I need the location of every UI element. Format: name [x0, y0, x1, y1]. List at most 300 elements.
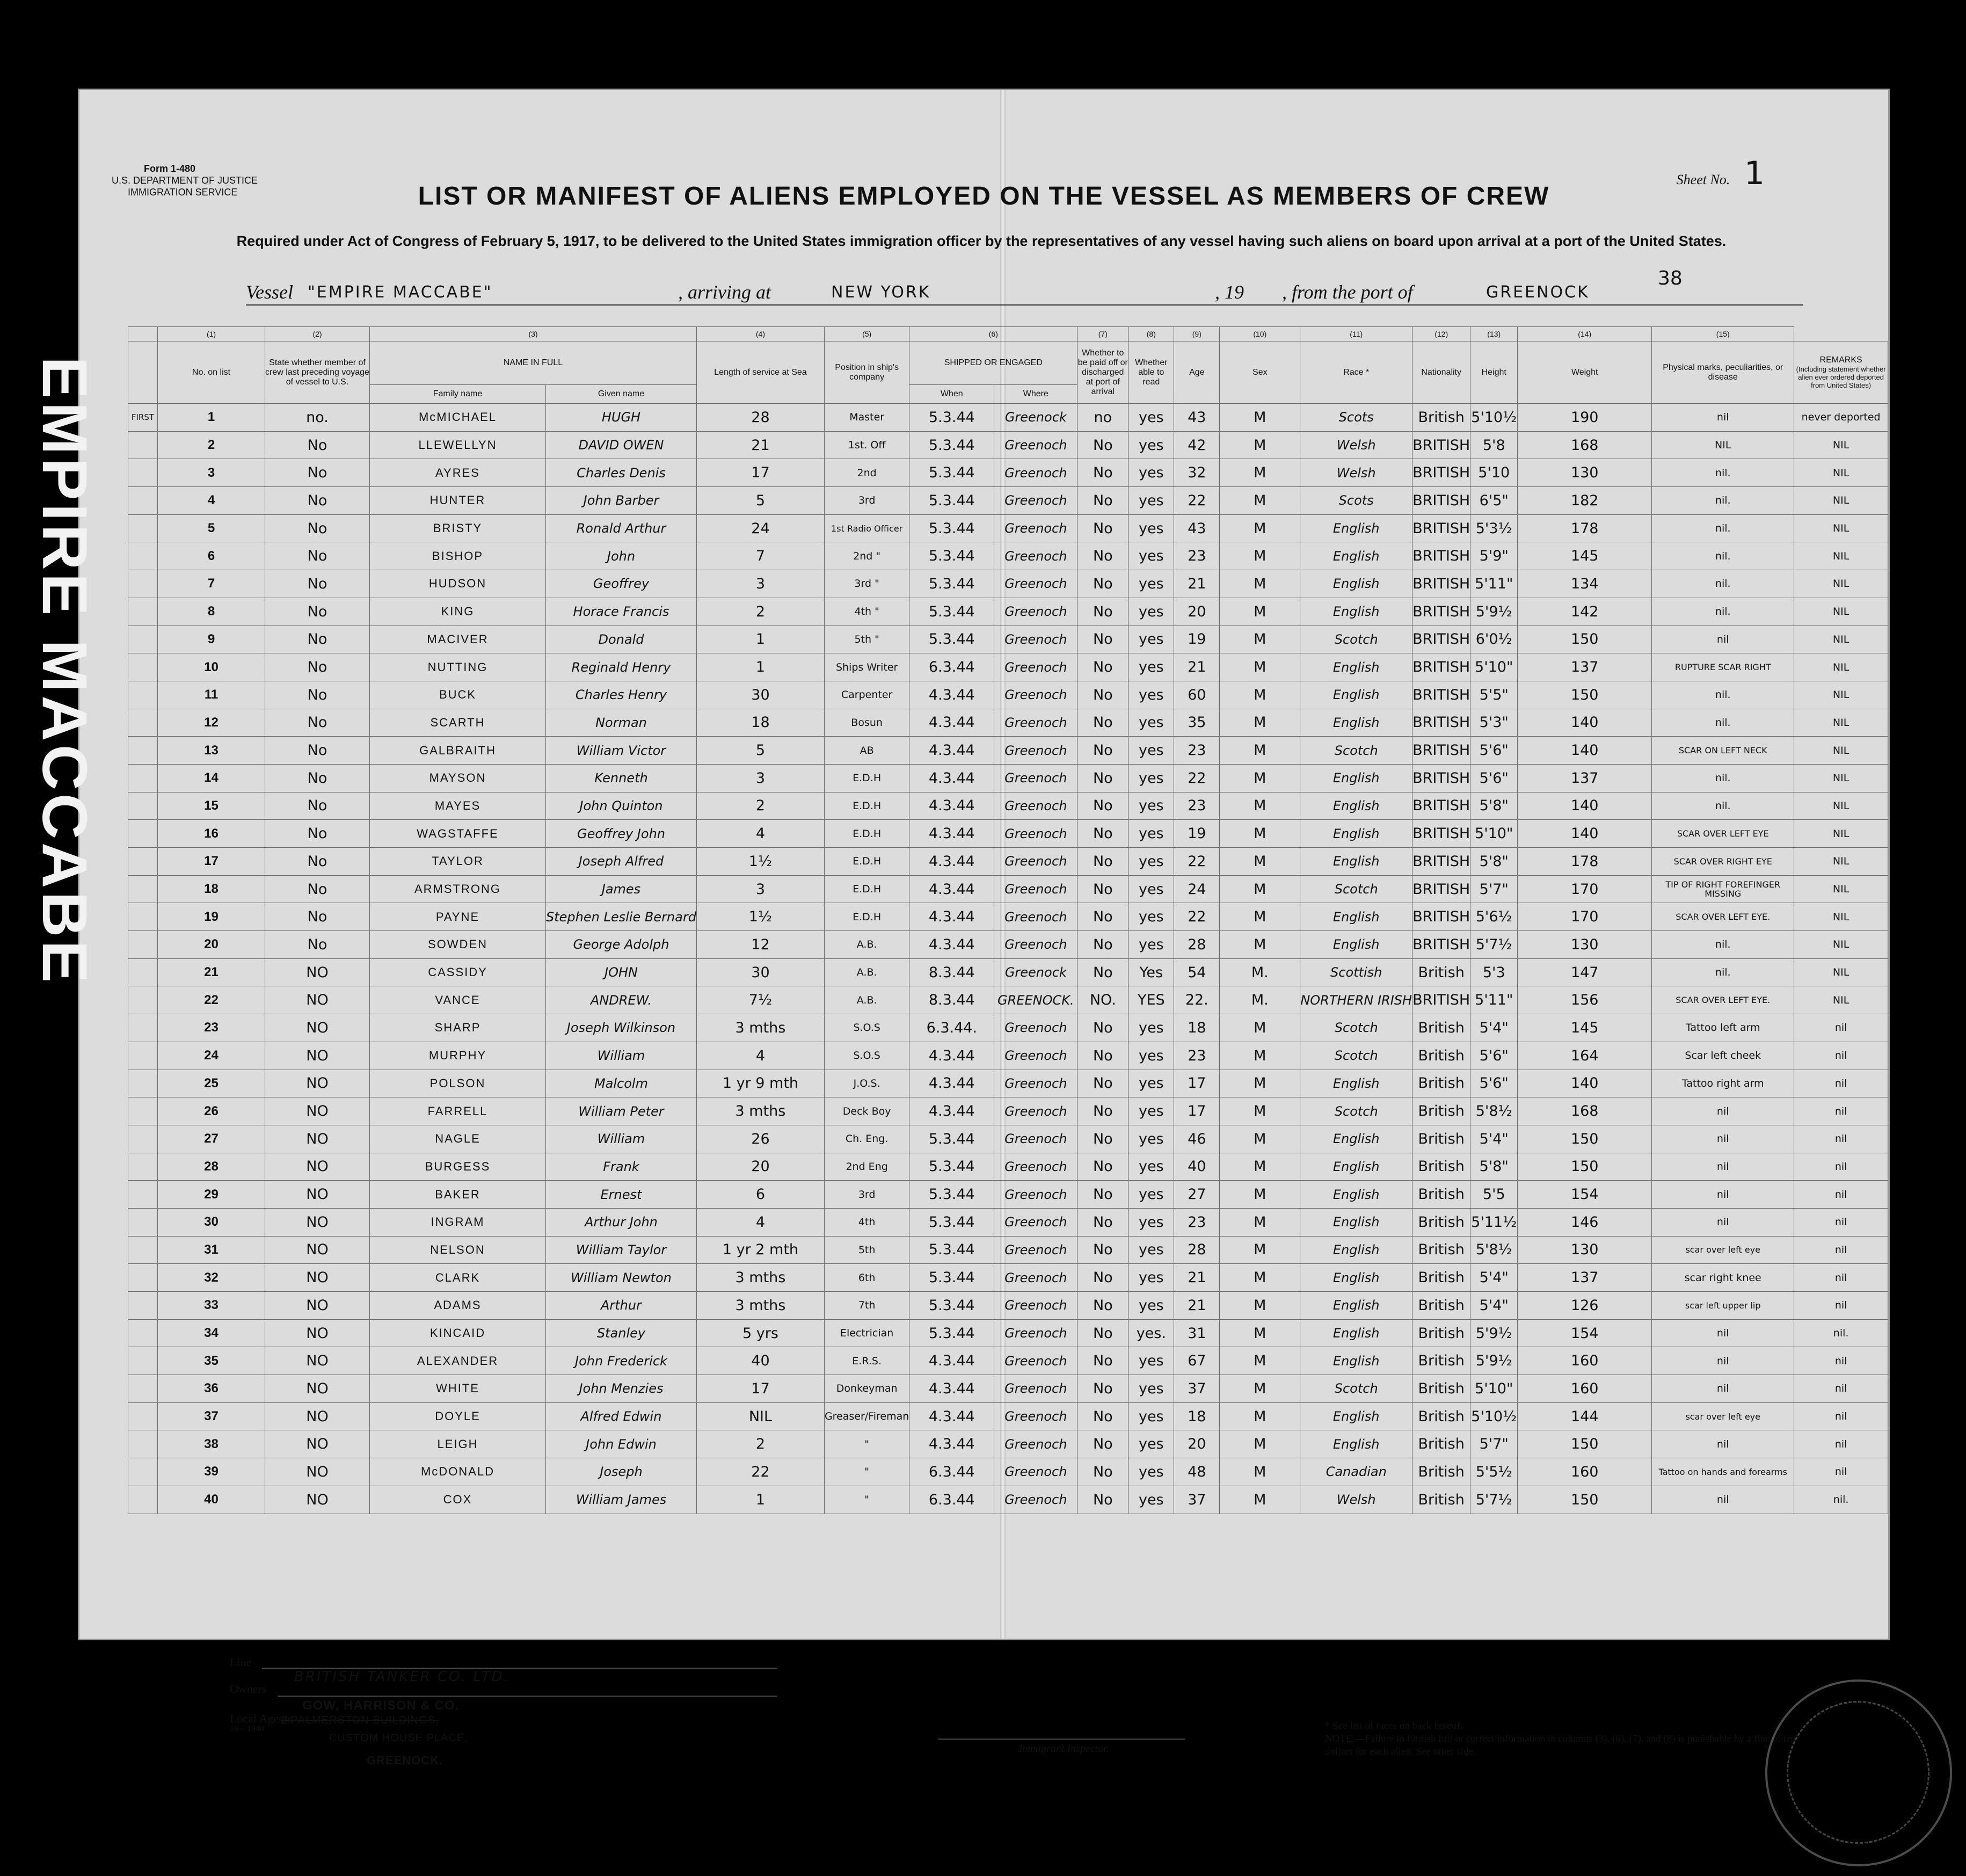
table-row [128, 792, 1888, 820]
able-read-cell: yes [1128, 903, 1174, 931]
able-read-cell: yes [1128, 1236, 1174, 1264]
family-name-cell: McMICHAEL [370, 404, 546, 432]
position-cell: 3rd [824, 487, 909, 515]
race-cell: English [1300, 1125, 1412, 1153]
height-cell: 5'8½ [1470, 1097, 1518, 1125]
row-marker [128, 1347, 158, 1375]
remarks-cell: NIL [1794, 487, 1888, 515]
row-marker [128, 1181, 158, 1209]
length-service-cell: 3 [696, 875, 824, 903]
prev-voyage-cell: No [265, 598, 370, 626]
side-stamp-text: EMPIRE MACCABE [29, 356, 100, 986]
row-marker [128, 1236, 158, 1264]
race-cell: English [1300, 1236, 1412, 1264]
row-marker [128, 514, 158, 542]
able-read-cell: yes [1128, 1125, 1174, 1153]
row-marker [128, 1070, 158, 1097]
sex-cell: M [1220, 1236, 1300, 1264]
shipped-where-cell: Greenoch [994, 459, 1077, 487]
crew-rows [128, 404, 1888, 1514]
remarks-cell: nil [1794, 1153, 1888, 1181]
paid-off-cell: No [1077, 848, 1128, 876]
sex-cell: M [1220, 681, 1300, 709]
given-name-cell: Arthur [546, 1292, 697, 1320]
physical-marks-cell: nil [1652, 1486, 1794, 1514]
length-service-cell: 40 [696, 1347, 824, 1375]
given-name-cell: John [546, 542, 697, 570]
prev-voyage-cell: No [265, 514, 370, 542]
physical-marks-cell: nil [1652, 1153, 1794, 1181]
colnum-12: (12) [1412, 327, 1470, 341]
table-row [128, 570, 1888, 598]
age-cell: 22 [1174, 903, 1220, 931]
position-cell: 2nd Eng [824, 1153, 909, 1181]
shipped-where-cell: Greenoch [994, 1042, 1077, 1070]
position-cell: 6th [824, 1264, 909, 1292]
family-name-cell: ALEXANDER [370, 1347, 546, 1375]
given-name-cell: William Peter [546, 1097, 697, 1125]
row-number: 30 [158, 1208, 265, 1236]
age-cell: 18 [1174, 1014, 1220, 1042]
weight-cell: 140 [1518, 820, 1652, 848]
weight-cell: 146 [1518, 1208, 1652, 1236]
race-cell: English [1300, 1181, 1412, 1209]
physical-marks-cell: scar over left eye [1652, 1402, 1794, 1430]
shipped-where-cell: Greenoch [994, 626, 1077, 653]
shipped-when-cell: 4.3.44 [909, 848, 994, 876]
sex-cell: M [1220, 820, 1300, 848]
length-service-cell: 4 [696, 1042, 824, 1070]
race-cell: English [1300, 820, 1412, 848]
row-marker [128, 1042, 158, 1070]
race-cell: Scotch [1300, 1042, 1412, 1070]
row-number: 15 [158, 792, 265, 820]
shipped-when-cell: 4.3.44 [909, 1097, 994, 1125]
shipped-when-cell: 4.3.44 [909, 903, 994, 931]
fine-note: NOTE.—Failure to furnish full or correct information in columns (3), (6), (7), and (8) is punishable by a fine of ten dollars for each alien. See other side. [1325, 1733, 1796, 1757]
paid-off-cell: No [1077, 1430, 1128, 1458]
shipped-when-cell: 5.3.44 [909, 1181, 994, 1209]
sex-cell: M [1220, 1375, 1300, 1403]
position-cell: J.O.S. [824, 1070, 909, 1097]
weight-cell: 178 [1518, 848, 1652, 876]
able-read-cell: yes [1128, 626, 1174, 653]
remarks-cell: NIL [1794, 459, 1888, 487]
able-read-cell: yes [1128, 1347, 1174, 1375]
weight-cell: 178 [1518, 514, 1652, 542]
length-service-cell: 2 [696, 1430, 824, 1458]
family-name-cell: DOYLE [370, 1402, 546, 1430]
table-row [128, 1070, 1888, 1097]
able-read-cell: yes [1128, 404, 1174, 432]
able-read-cell: yes [1128, 431, 1174, 459]
position-cell: 7th [824, 1292, 909, 1320]
race-cell: English [1300, 709, 1412, 737]
physical-marks-cell: nil. [1652, 514, 1794, 542]
nationality-cell: BRITISH [1412, 514, 1470, 542]
height-cell: 5'3½ [1470, 514, 1518, 542]
sex-cell: M [1220, 653, 1300, 681]
agent-address-1: 2 PALMERSTON BUILDINGS, [281, 1714, 439, 1726]
age-cell: 32 [1174, 459, 1220, 487]
paid-off-cell: No [1077, 542, 1128, 570]
header-length-service: Length of service at Sea [696, 341, 824, 404]
prev-voyage-cell: No [265, 875, 370, 903]
prev-voyage-cell: No [265, 459, 370, 487]
header-physical: Physical marks, peculiarities, or disease [1652, 341, 1794, 404]
position-cell: " [824, 1458, 909, 1486]
remarks-cell: NIL [1794, 958, 1888, 986]
position-cell: 2nd [824, 459, 909, 487]
physical-marks-cell: SCAR OVER LEFT EYE. [1652, 986, 1794, 1014]
length-service-cell: NIL [696, 1402, 824, 1430]
row-number: 21 [158, 958, 265, 986]
shipped-when-cell: 6.3.44 [909, 1458, 994, 1486]
agent-city: GREENOCK. [367, 1754, 443, 1767]
nationality-cell: BRITISH [1412, 431, 1470, 459]
able-read-cell: yes [1128, 875, 1174, 903]
able-read-cell: yes. [1128, 1319, 1174, 1347]
height-cell: 5'8½ [1470, 1236, 1518, 1264]
given-name-cell: Geoffrey [546, 570, 697, 598]
height-cell: 5'9½ [1470, 1319, 1518, 1347]
family-name-cell: NUTTING [370, 653, 546, 681]
shipped-when-cell: 4.3.44 [909, 1347, 994, 1375]
able-read-cell: yes [1128, 764, 1174, 792]
race-cell: English [1300, 1347, 1412, 1375]
prev-voyage-cell: No [265, 792, 370, 820]
physical-marks-cell: TIP OF RIGHT FOREFINGER MISSING [1652, 875, 1794, 903]
row-marker [128, 681, 158, 709]
able-read-cell: yes [1128, 848, 1174, 876]
row-number: 36 [158, 1375, 265, 1403]
sex-cell: M [1220, 487, 1300, 515]
colnum-9: (9) [1174, 327, 1220, 341]
row-marker [128, 598, 158, 626]
table-row [128, 1125, 1888, 1153]
physical-marks-cell: scar over left eye [1652, 1236, 1794, 1264]
sex-cell: M [1220, 459, 1300, 487]
nationality-cell: British [1412, 1125, 1470, 1153]
able-read-cell: yes [1128, 570, 1174, 598]
family-name-cell: KINCAID [370, 1319, 546, 1347]
row-marker: FIRST [128, 404, 158, 432]
paid-off-cell: No [1077, 570, 1128, 598]
prev-voyage-cell: NO [265, 1486, 370, 1514]
physical-marks-cell: nil. [1652, 681, 1794, 709]
height-cell: 5'9½ [1470, 598, 1518, 626]
nationality-cell: British [1412, 1319, 1470, 1347]
nationality-cell: British [1412, 1486, 1470, 1514]
length-service-cell: 30 [696, 958, 824, 986]
prev-voyage-cell: NO [265, 1264, 370, 1292]
page-number: 38 [1658, 267, 1683, 289]
row-number: 5 [158, 514, 265, 542]
vessel-label: Vessel [246, 281, 293, 303]
shipped-where-cell: Greenoch [994, 1208, 1077, 1236]
colnum-13: (13) [1470, 327, 1518, 341]
sex-cell: M [1220, 1070, 1300, 1097]
height-cell: 6'5" [1470, 487, 1518, 515]
race-cell: NORTHERN IRISH [1300, 986, 1412, 1014]
position-cell: " [824, 1486, 909, 1514]
physical-marks-cell: Tattoo right arm [1652, 1070, 1794, 1097]
shipped-where-cell: Greenoch [994, 848, 1077, 876]
sex-cell: M [1220, 1014, 1300, 1042]
row-marker [128, 903, 158, 931]
prev-voyage-cell: No [265, 820, 370, 848]
height-cell: 5'7" [1470, 1430, 1518, 1458]
physical-marks-cell: nil [1652, 1347, 1794, 1375]
paid-off-cell: No [1077, 1070, 1128, 1097]
length-service-cell: 22 [696, 1458, 824, 1486]
weight-cell: 150 [1518, 626, 1652, 653]
race-cell: English [1300, 848, 1412, 876]
height-cell: 5'7½ [1470, 931, 1518, 959]
sex-cell: M [1220, 1347, 1300, 1375]
given-name-cell: John Barber [546, 487, 697, 515]
family-name-cell: McDONALD [370, 1458, 546, 1486]
position-cell: " [824, 1430, 909, 1458]
paid-off-cell: No [1077, 1181, 1128, 1209]
nationality-cell: BRITISH [1412, 542, 1470, 570]
race-cell: English [1300, 1153, 1412, 1181]
shipped-when-cell: 5.3.44 [909, 1153, 994, 1181]
family-name-cell: HUDSON [370, 570, 546, 598]
family-name-cell: MAYES [370, 792, 546, 820]
height-cell: 5'6" [1470, 1070, 1518, 1097]
col-marker [128, 327, 158, 341]
nationality-cell: British [1412, 1375, 1470, 1403]
table-row [128, 1430, 1888, 1458]
row-number: 17 [158, 848, 265, 876]
height-cell: 5'3" [1470, 709, 1518, 737]
race-cell: English [1300, 570, 1412, 598]
given-name-cell: Horace Francis [546, 598, 697, 626]
paid-off-cell: No [1077, 1125, 1128, 1153]
shipped-when-cell: 5.3.44 [909, 1236, 994, 1264]
physical-marks-cell: Tattoo on hands and forearms [1652, 1458, 1794, 1486]
colnum-2: (2) [265, 327, 370, 341]
physical-marks-cell: nil [1652, 404, 1794, 432]
nationality-cell: BRITISH [1412, 570, 1470, 598]
family-name-cell: COX [370, 1486, 546, 1514]
shipped-where-cell: Greenoch [994, 737, 1077, 765]
paid-off-cell: No [1077, 653, 1128, 681]
length-service-cell: 5 [696, 487, 824, 515]
given-name-cell: HUGH [546, 404, 697, 432]
table-row [128, 542, 1888, 570]
row-number: 34 [158, 1319, 265, 1347]
remarks-cell: nil [1794, 1264, 1888, 1292]
shipped-where-cell: Greenoch [994, 653, 1077, 681]
row-marker [128, 875, 158, 903]
header-remarks [1794, 341, 1888, 404]
header-height: Height [1470, 341, 1518, 404]
able-read-cell: yes [1128, 487, 1174, 515]
age-cell: 21 [1174, 1292, 1220, 1320]
race-cell: English [1300, 514, 1412, 542]
agent-address-2: CUSTOM HOUSE PLACE, [329, 1732, 468, 1744]
length-service-cell: 1½ [696, 848, 824, 876]
physical-marks-cell: Scar left cheek [1652, 1042, 1794, 1070]
nationality-cell: British [1412, 1153, 1470, 1181]
length-service-cell: 21 [696, 431, 824, 459]
header-when: When [909, 385, 994, 404]
row-number: 25 [158, 1070, 265, 1097]
paid-off-cell: No [1077, 681, 1128, 709]
shipped-where-cell: Greenoch [994, 1458, 1077, 1486]
agent-name: GOW, HARRISON & CO. [302, 1698, 460, 1713]
row-number: 28 [158, 1153, 265, 1181]
shipped-where-cell: Greenoch [994, 764, 1077, 792]
able-read-cell: yes [1128, 1014, 1174, 1042]
weight-cell: 144 [1518, 1402, 1652, 1430]
prev-voyage-cell: NO [265, 1014, 370, 1042]
paid-off-cell: No [1077, 903, 1128, 931]
family-name-cell: ARMSTRONG [370, 875, 546, 903]
physical-marks-cell: nil. [1652, 792, 1794, 820]
table-row [128, 1347, 1888, 1375]
colnum-5: (5) [824, 327, 909, 341]
remarks-cell: NIL [1794, 542, 1888, 570]
remarks-cell: nil [1794, 1375, 1888, 1403]
shipped-where-cell: Greenoch [994, 431, 1077, 459]
sex-cell: M [1220, 598, 1300, 626]
position-cell: Greaser/Fireman [824, 1402, 909, 1430]
weight-cell: 154 [1518, 1319, 1652, 1347]
given-name-cell: Malcolm [546, 1070, 697, 1097]
paid-off-cell: No [1077, 737, 1128, 765]
shipped-when-cell: 6.3.44 [909, 1486, 994, 1514]
length-service-cell: 3 mths [696, 1292, 824, 1320]
nationality-cell: BRITISH [1412, 459, 1470, 487]
height-cell: 6'0½ [1470, 626, 1518, 653]
table-row [128, 931, 1888, 959]
row-number: 22 [158, 986, 265, 1014]
race-cell: Scotch [1300, 875, 1412, 903]
able-read-cell: yes [1128, 598, 1174, 626]
prev-voyage-cell: No [265, 709, 370, 737]
prev-voyage-cell: NO [265, 1042, 370, 1070]
shipped-when-cell: 4.3.44 [909, 792, 994, 820]
able-read-cell: yes [1128, 1070, 1174, 1097]
able-read-cell: yes [1128, 1264, 1174, 1292]
remarks-cell: nil [1794, 1097, 1888, 1125]
weight-cell: 137 [1518, 1264, 1652, 1292]
colnum-4: (4) [696, 327, 824, 341]
row-marker [128, 958, 158, 986]
shipped-when-cell: 5.3.44 [909, 487, 994, 515]
sex-cell: M [1220, 1208, 1300, 1236]
weight-cell: 126 [1518, 1292, 1652, 1320]
age-cell: 54 [1174, 958, 1220, 986]
row-marker [128, 737, 158, 765]
row-number: 32 [158, 1264, 265, 1292]
table-row [128, 404, 1888, 432]
row-number: 40 [158, 1486, 265, 1514]
row-number: 11 [158, 681, 265, 709]
height-cell: 5'6" [1470, 1042, 1518, 1070]
physical-marks-cell: nil. [1652, 931, 1794, 959]
height-cell: 5'4" [1470, 1125, 1518, 1153]
service-name: IMMIGRATION SERVICE [128, 187, 238, 198]
race-cell: Scots [1300, 487, 1412, 515]
paid-off-cell: No [1077, 1264, 1128, 1292]
remarks-cell: NIL [1794, 626, 1888, 653]
weight-cell: 140 [1518, 737, 1652, 765]
row-marker [128, 1402, 158, 1430]
shipped-where-cell: Greenoch [994, 1125, 1077, 1153]
shipped-where-cell: Greenoch [994, 820, 1077, 848]
physical-marks-cell: nil. [1652, 487, 1794, 515]
colnum-1: (1) [158, 327, 265, 341]
paid-off-cell: No [1077, 1236, 1128, 1264]
line-label: Line [230, 1655, 252, 1669]
paid-off-cell: No [1077, 1097, 1128, 1125]
owners-value: BRITISH TANKER CO. LTD. [294, 1669, 510, 1685]
physical-marks-cell: nil. [1652, 542, 1794, 570]
given-name-cell: Joseph Wilkinson [546, 1014, 697, 1042]
position-cell: Donkeyman [824, 1375, 909, 1403]
weight-cell: 134 [1518, 570, 1652, 598]
age-cell: 31 [1174, 1319, 1220, 1347]
length-service-cell: 1 [696, 626, 824, 653]
family-name-cell: KING [370, 598, 546, 626]
department-name: U.S. DEPARTMENT OF JUSTICE [112, 175, 258, 186]
given-name-cell: Charles Henry [546, 681, 697, 709]
physical-marks-cell: SCAR OVER LEFT EYE [1652, 820, 1794, 848]
shipped-when-cell: 5.3.44 [909, 542, 994, 570]
paid-off-cell: No [1077, 431, 1128, 459]
length-service-cell: 26 [696, 1125, 824, 1153]
row-marker [128, 986, 158, 1014]
nationality-cell: British [1412, 1347, 1470, 1375]
age-cell: 42 [1174, 431, 1220, 459]
height-cell: 5'11" [1470, 570, 1518, 598]
row-marker [128, 1208, 158, 1236]
header-name-in-full: NAME IN FULL [370, 341, 697, 385]
race-cell: Scotch [1300, 1097, 1412, 1125]
remarks-cell: nil [1794, 1014, 1888, 1042]
remarks-cell: nil. [1794, 1486, 1888, 1514]
physical-marks-cell: SCAR ON LEFT NECK [1652, 737, 1794, 765]
able-read-cell: yes [1128, 653, 1174, 681]
document-title: LIST OR MANIFEST OF ALIENS EMPLOYED ON THE VESSEL AS MEMBERS OF CREW [418, 182, 1550, 210]
length-service-cell: 5 yrs [696, 1319, 824, 1347]
paid-off-cell: No [1077, 1486, 1128, 1514]
given-name-cell: James [546, 875, 697, 903]
given-name-cell: JOHN [546, 958, 697, 986]
weight-cell: 140 [1518, 1070, 1652, 1097]
weight-cell: 160 [1518, 1458, 1652, 1486]
weight-cell: 137 [1518, 653, 1652, 681]
paid-off-cell: No [1077, 820, 1128, 848]
given-name-cell: Arthur John [546, 1208, 697, 1236]
row-marker [128, 1458, 158, 1486]
sex-cell: M [1220, 1319, 1300, 1347]
age-cell: 35 [1174, 709, 1220, 737]
given-name-cell: Kenneth [546, 764, 697, 792]
table-row [128, 1014, 1888, 1042]
row-marker [128, 1014, 158, 1042]
length-service-cell: 3 mths [696, 1264, 824, 1292]
given-name-cell: William James [546, 1486, 697, 1514]
table-row [128, 1402, 1888, 1430]
header-where: Where [994, 385, 1077, 404]
position-cell: A.B. [824, 931, 909, 959]
remarks-cell: nil [1794, 1347, 1888, 1375]
